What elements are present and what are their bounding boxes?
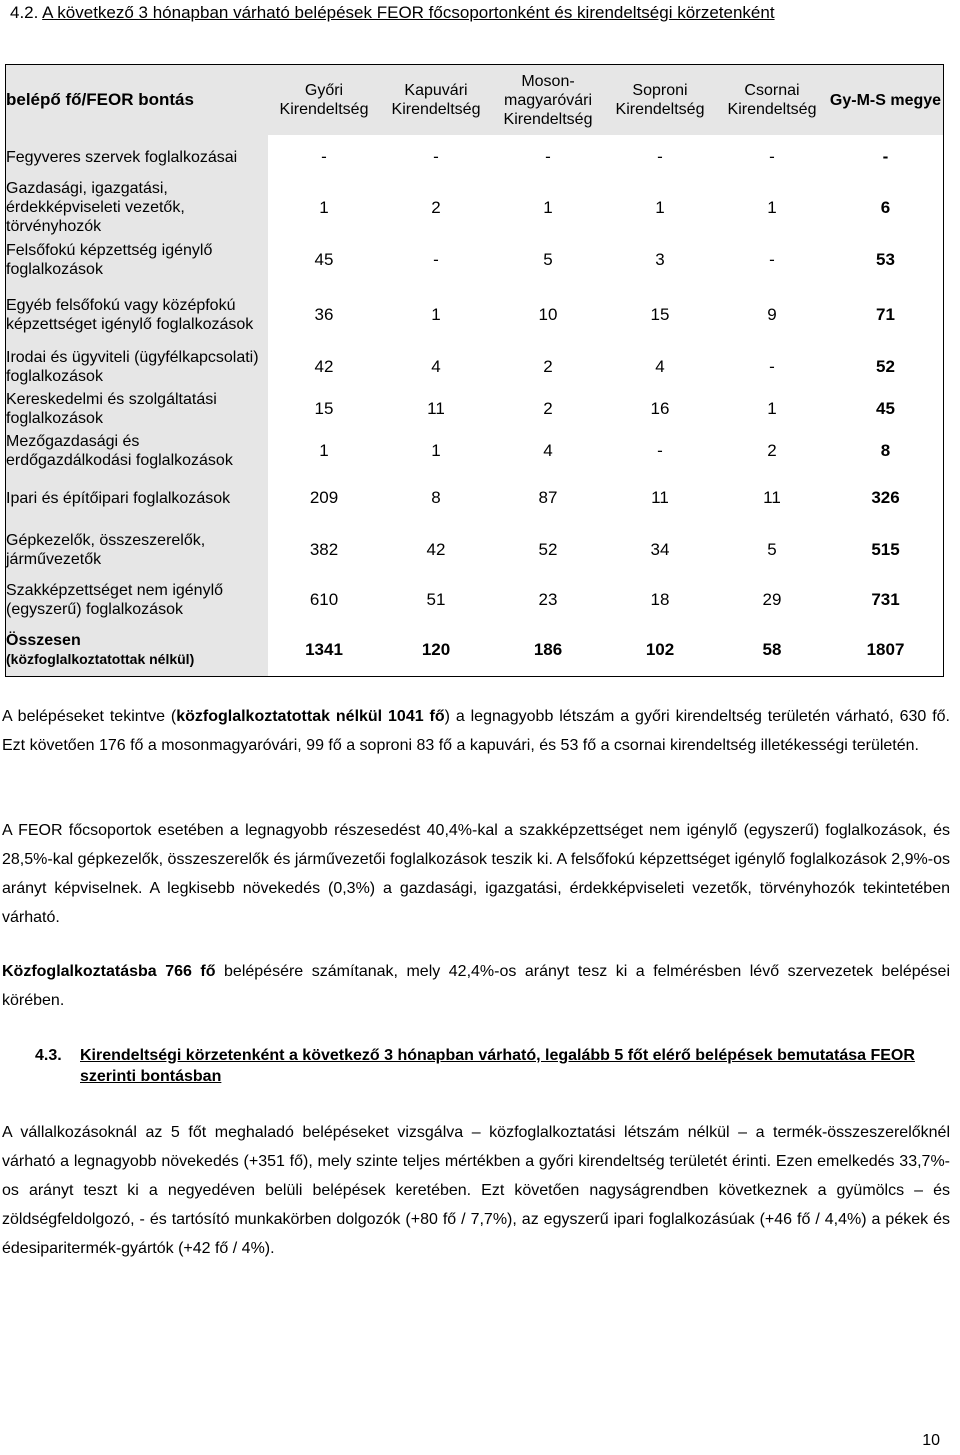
total-label: Összesen — [6, 632, 81, 649]
table-row — [6, 576, 943, 624]
county-total-cell: 52 — [876, 357, 895, 376]
row-label: Szakképzettséget nem igénylő (egyszerű) foglalkozások — [6, 576, 268, 624]
table-cell: 4 — [543, 441, 553, 460]
row-label: Egyéb felsőfokú vagy középfokú képzettséget igénylő foglalkozások — [6, 284, 268, 346]
table-cell: 2 — [543, 399, 553, 418]
total-cell: 102 — [645, 640, 675, 659]
row-label: Mezőgazdasági és erdőgazdálkodási foglalkozások — [6, 430, 268, 472]
total-cell: 58 — [762, 640, 782, 659]
column-header: Moson-magyaróvári Kirendeltség — [492, 65, 604, 135]
total-cell: 1341 — [305, 640, 343, 659]
table-cell: 51 — [426, 590, 446, 609]
paragraph-bold-text: közfoglalkoztatottak nélkül 1041 fő — [176, 708, 445, 725]
column-header: Csornai Kirendeltség — [716, 65, 828, 135]
column-header-county: Gy-M-S megye — [828, 65, 943, 135]
table-cell: 16 — [650, 399, 670, 418]
table-row — [6, 179, 943, 236]
table-cell: - — [769, 357, 775, 376]
row-label: Irodai és ügyviteli (ügyfélkapcsolati) foglalkozások — [6, 346, 268, 388]
table-row — [6, 524, 943, 576]
table-cell: - — [769, 147, 775, 166]
county-total-cell: 731 — [871, 590, 900, 609]
paragraph-bold-text: Közfoglalkoztatásba 766 fő — [2, 963, 216, 980]
table-cell: - — [321, 147, 327, 166]
table-cell: 42 — [314, 357, 334, 376]
table-cell: 11 — [763, 488, 781, 507]
table-row — [6, 388, 943, 430]
table-cell: 52 — [538, 540, 558, 559]
table-cell: 5 — [767, 540, 777, 559]
total-sublabel: (közfoglalkoztatottak nélkül) — [6, 651, 195, 667]
table-cell: 3 — [655, 250, 665, 269]
table-cell: 1 — [431, 441, 441, 460]
table-total-row — [6, 624, 943, 676]
table-cell: 23 — [538, 590, 558, 609]
table-cell: 209 — [309, 488, 339, 507]
column-header: Kapuvári Kirendeltség — [380, 65, 492, 135]
table-row — [6, 346, 943, 388]
column-header: Soproni Kirendeltség — [604, 65, 716, 135]
paragraph-enterprises: A vállalkozásoknál az 5 főt meghaladó belépéseket vizsgálva – közfoglalkoztatási létszám nélkül – a termék-összeszerelőknél várható a legnagyobb növekedés (+351 fő), mely szinte teljes mértékben a győri kirendeltség területét érinti. Ezen emelkedés 33,7%-os arányt teszt ki a negyedéven belüli belépések keretében. Ezt követően nagyságrendben következnek a gyümölcs – és zöldségfeldolgozó, - és tartósító munkakörben dolgozók (+80 fő / 7,7%), az egyszerű ipari foglalkozásúak (+46 fő / 4,4%) a pékek és édesiparitermék-gyártók (+42 fő / 4%). — [2, 1124, 950, 1257]
table-cell: 2 — [431, 197, 441, 217]
table-cell: 1 — [431, 305, 441, 324]
table-cell: 36 — [314, 305, 334, 324]
table-row — [6, 478, 943, 518]
table-cell: 29 — [762, 590, 782, 609]
table-cell: - — [657, 441, 663, 460]
county-total-cell: 71 — [876, 305, 895, 324]
table-cell: 11 — [651, 488, 669, 507]
table-cell: 11 — [427, 399, 445, 418]
table-cell: 34 — [650, 540, 670, 559]
table-cell: 4 — [655, 357, 665, 376]
table-cell: 1 — [319, 197, 329, 217]
total-cell: 120 — [421, 640, 451, 659]
table-corner-label: belépő fő/FEOR bontás — [6, 65, 268, 135]
table-cell: 1 — [655, 197, 665, 217]
table-cell: 4 — [431, 357, 441, 376]
county-total-cell: - — [882, 147, 889, 166]
county-total-cell: 8 — [880, 441, 891, 460]
table-cell: 8 — [431, 488, 441, 507]
feor-table — [6, 65, 943, 676]
row-label: Ipari és építőipari foglalkozások — [6, 478, 268, 518]
table-cell: 610 — [309, 590, 339, 609]
section-number: 4.2. — [10, 3, 39, 22]
page-number: 10 — [922, 1432, 940, 1449]
table-cell: 9 — [767, 305, 777, 324]
row-label: Gépkezelők, összeszerelők, járművezetők — [6, 524, 268, 576]
total-label-cell — [6, 624, 268, 676]
table-row — [6, 284, 943, 346]
table-cell: 18 — [650, 590, 670, 609]
table-cell: 87 — [538, 488, 558, 507]
table-row — [6, 236, 943, 284]
row-label: Kereskedelmi és szolgáltatási foglalkozások — [6, 388, 268, 430]
column-header: Győri Kirendeltség — [268, 65, 380, 135]
table-cell: 1 — [767, 399, 777, 418]
table-cell: 382 — [309, 540, 339, 559]
table-cell: 1 — [319, 441, 329, 460]
table-body — [6, 135, 943, 676]
table-header-row — [6, 65, 943, 135]
paragraph-text: belépésére számítanak, mely 42,4%-os arányt tesz ki a felmérésben lévő szervezetek belépései körében. — [2, 963, 950, 1009]
paragraph-text: ) a legnagyobb létszám a győri kirendeltség területén várható, 630 fő. Ezt követően 176 fő a mosonmagyaróvári, 99 fő a soproni 83 fő a kapuvári, és 53 fő a csornai kirendeltség illetékességi területén. — [2, 708, 950, 754]
table-cell: 1 — [767, 197, 777, 217]
table-cell: 1 — [543, 197, 553, 217]
table-cell: 45 — [314, 250, 334, 269]
table-cell: - — [657, 147, 663, 166]
paragraph-entries — [2, 702, 950, 760]
table-row — [6, 430, 943, 472]
paragraph-text: A belépéseket tekintve ( — [2, 708, 177, 725]
table-cell: 2 — [767, 441, 777, 460]
table-cell: - — [545, 147, 551, 166]
section-title: A következő 3 hónapban várható belépések FEOR főcsoportonként és kirendeltségi körzetenként — [42, 3, 775, 22]
table-cell: - — [769, 250, 775, 269]
total-cell: 186 — [533, 640, 563, 659]
paragraph-feor-share: A FEOR főcsoportok esetében a legnagyobb részesedést 40,4%-kal a szakképzettséget nem igénylő (egyszerű) foglalkozások, és 28,5%-kal gépkezelők, összeszerelők és járművezetői foglalkozások teszik ki. A felsőfokú képzettséget igénylő foglalkozások 2,9%-os arányt képviselnek. A legkisebb növekedés (0,3%) a gazdasági, igazgatási, érdekképviseleti vezetők, törvényhozók tekintetében várható. — [2, 822, 950, 926]
table-row — [6, 135, 943, 179]
table-cell: 15 — [650, 305, 670, 324]
paragraph-public-work — [2, 957, 950, 1015]
row-label: Gazdasági, igazgatási, érdekképviseleti vezetők, törvényhozók — [6, 179, 268, 236]
total-cell: 1807 — [866, 640, 905, 659]
table-cell: 5 — [543, 250, 553, 269]
county-total-cell: 6 — [880, 197, 891, 217]
table-cell: 42 — [426, 540, 446, 559]
county-total-cell: 515 — [871, 540, 900, 559]
section-title: Kirendeltségi körzetenként a következő 3 hónapban várható, legalább 5 főt elérő belépések bemutatása FEOR szerinti bontásban — [80, 1047, 915, 1085]
section-number: 4.3. — [35, 1047, 62, 1064]
section-heading-4-2 — [10, 2, 950, 24]
county-total-cell: 45 — [876, 399, 895, 418]
row-label: Felsőfokú képzettség igénylő foglalkozások — [6, 236, 268, 284]
table-cell: 10 — [538, 305, 558, 324]
table-cell: - — [433, 250, 439, 269]
table-cell: 2 — [543, 357, 553, 376]
table-cell: 15 — [314, 399, 334, 418]
row-label: Fegyveres szervek foglalkozásai — [6, 135, 268, 179]
table-cell: - — [433, 147, 439, 166]
county-total-cell: 326 — [871, 488, 900, 507]
county-total-cell: 53 — [876, 250, 895, 269]
